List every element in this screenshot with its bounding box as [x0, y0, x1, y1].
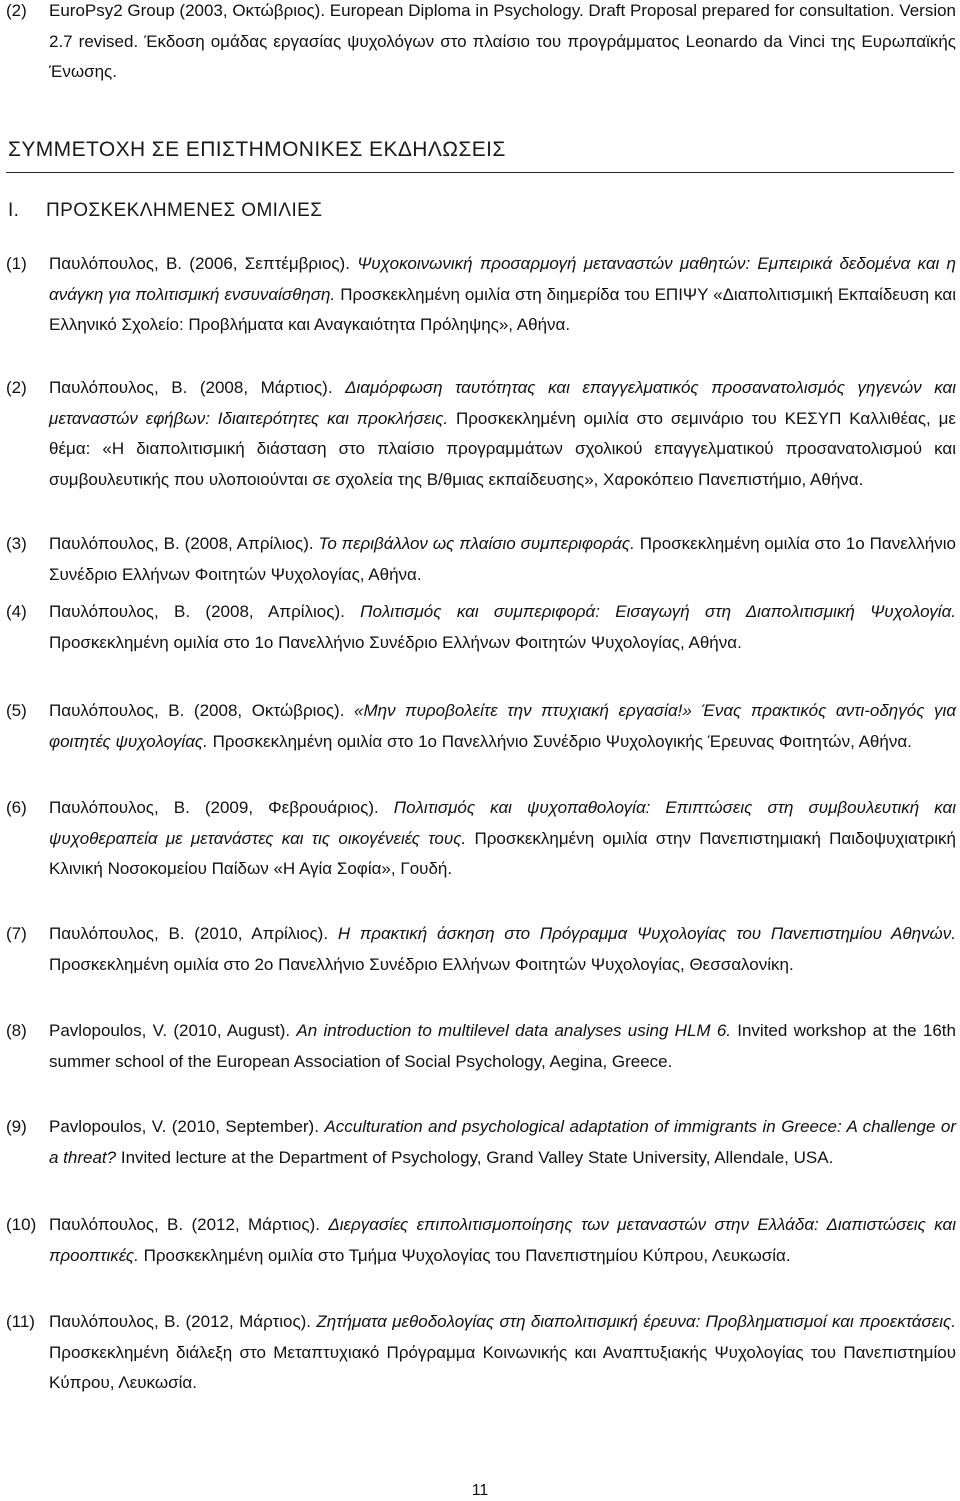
entry-number: (6)	[6, 798, 27, 817]
entry-author: Παυλόπουλος, Β. (2010, Απρίλιος).	[49, 924, 329, 943]
entry-title: Ψυχοκοινωνική προσαρμογή μεταναστών μαθητών: Εμπειρικά δεδομένα και η ανάγκη για πολιτισμική ενσυναίσθηση.	[49, 254, 956, 304]
entry-details: Προσκεκλημένη ομιλία στη διημερίδα του ΕΠΙΨΥ «Διαπολιτισμική Εκπαίδευση και Ελληνικό Σχολείο: Προβλήματα και Αναγκαιότητα Πρόληψης», Αθήνα.	[49, 284, 956, 334]
entry-text: EuroPsy2 Group (2003, Οκτώβριος). European Diploma in Psychology. Draft Proposal prepared for consultation. Version 2.7 revised. Έκδοση ομάδας εργασίας ψυχολόγων στο πλαίσιο του προγράμματος Leonardo da Vinci της Ευρωπαϊκής Ένωσης.	[49, 1, 956, 81]
talk-entry	[6, 696, 956, 757]
entry-author: Παυλόπουλος, Β. (2008, Απρίλιος).	[49, 602, 345, 621]
entry-title: Η πρακτική άσκηση στο Πρόγραμμα Ψυχολογίας του Πανεπιστημίου Αθηνών.	[337, 924, 957, 943]
entry-details: Προσκεκλημένη ομιλία στο σεμινάριο του ΚΕΣΥΠ Καλλιθέας, με θέμα: «Η διαπολιτισμική διάσταση στο πλαίσιο προγραμμάτων σχολικού επαγγελματικού προσανατολισμού και συμβουλευτικής που υλοποιούνται σε σχολεία της Β/θμιας εκπαίδευσης», Χαροκόπειο Πανεπιστήμιο, Αθήνα.	[49, 408, 956, 489]
entry-number: (10)	[6, 1215, 37, 1234]
talk-entry	[6, 373, 956, 495]
talk-entry	[6, 793, 956, 885]
entry-title: Acculturation and psychological adaptation of immigrants in Greece: A challenge or a threat?	[49, 1117, 956, 1167]
talk-entry	[6, 597, 956, 658]
talk-entry	[6, 1112, 956, 1173]
page-number: 11	[471, 1482, 489, 1499]
subsection-heading	[8, 200, 322, 222]
entry-author: Παυλόπουλος, Β. (2006, Σεπτέμβριος).	[49, 254, 350, 273]
entry-author: Παυλόπουλος, Β. (2012, Μάρτιος).	[49, 1312, 312, 1331]
entry-details: Invited lecture at the Department of Psychology, Grand Valley State University, Allendale, USA.	[120, 1147, 834, 1167]
talk-entry	[6, 919, 956, 980]
section-heading: ΣΥΜΜΕΤΟΧΗ ΣΕ ΕΠΙΣΤΗΜΟΝΙΚΕΣ ΕΚΔΗΛΩΣΕΙΣ	[8, 138, 506, 161]
entry-number: (11)	[6, 1312, 35, 1331]
talk-entry	[6, 1307, 956, 1399]
entry-title: Διεργασίες επιπολιτισμοποίησης των μεταναστών στην Ελλάδα: Διαπιστώσεις και προοπτικές.	[49, 1215, 956, 1265]
talk-entry	[6, 249, 956, 341]
entry-details: Προσκεκλημένη διάλεξη στο Μεταπτυχιακό Πρόγραμμα Κοινωνικής και Αναπτυξιακής Ψυχολογίας του Πανεπιστημίου Κύπρου, Λευκωσία.	[49, 1342, 956, 1392]
entry-title: An introduction to multilevel data analyses using HLM 6.	[296, 1021, 731, 1040]
entry-number: (5)	[6, 701, 27, 720]
entry-number: (3)	[6, 534, 27, 553]
subsection-title: ΠΡΟΣΚΕΚΛΗΜΕΝΕΣ ΟΜΙΛΙΕΣ	[46, 200, 323, 221]
entry-title: Ζητήματα μεθοδολογίας στη διαπολιτισμική έρευνα: Προβληματισμοί και προεκτάσεις.	[316, 1312, 956, 1331]
publication-entry	[6, 0, 956, 88]
talk-entry	[6, 1016, 956, 1077]
entry-details: Προσκεκλημένη ομιλία στην Πανεπιστημιακή Παιδοψυχιατρική Κλινική Νοσοκομείου Παίδων «Η Αγία Σοφία», Γουδή.	[49, 828, 956, 878]
entry-details: Προσκεκλημένη ομιλία στο Τμήμα Ψυχολογίας του Πανεπιστημίου Κύπρου, Λευκωσία.	[143, 1245, 791, 1265]
entry-author: Pavlopoulos, V. (2010, September).	[49, 1117, 319, 1136]
entry-details: Προσκεκλημένη ομιλία στο 2ο Πανελλήνιο Συνέδριο Ελλήνων Φοιτητών Ψυχολογίας, Θεσσαλονίκη.	[49, 954, 794, 974]
entry-title: Το περιβάλλον ως πλαίσιο συμπεριφοράς.	[318, 534, 635, 553]
entry-author: Παυλόπουλος, Β. (2008, Οκτώβριος).	[49, 701, 345, 720]
entry-author: Παυλόπουλος, Β. (2008, Μάρτιος).	[49, 378, 333, 397]
entry-number: (1)	[6, 254, 27, 273]
entry-title: Πολιτισμός και συμπεριφορά: Εισαγωγή στη Διαπολιτισμική Ψυχολογία.	[360, 602, 956, 621]
entry-title: Διαμόρφωση ταυτότητας και επαγγελματικός προσανατολισμός γηγενών και μεταναστών εφήβων: Ιδιαιτερότητες και προκλήσεις.	[49, 378, 956, 428]
entry-number: (4)	[6, 602, 27, 621]
section-divider	[6, 172, 954, 173]
entry-author: Pavlopoulos, V. (2010, August).	[49, 1021, 291, 1040]
talk-entry	[6, 529, 956, 590]
talk-entry	[6, 1210, 956, 1271]
entry-number: (8)	[6, 1021, 27, 1040]
entry-details: Προσκεκλημένη ομιλία στο 1ο Πανελλήνιο Συνέδριο Ψυχολογικής Έρευνας Φοιτητών, Αθήνα.	[212, 731, 912, 751]
entry-number: (2)	[6, 1, 27, 20]
entry-number: (7)	[6, 924, 27, 943]
entry-title: «Μην πυροβολείτε την πτυχιακή εργασία!» Ένας πρακτικός αντι-οδηγός για φοιτητές ψυχολογίας.	[49, 701, 957, 751]
entry-number: (9)	[6, 1117, 27, 1136]
entry-details: Invited workshop at the 16th summer school of the European Association of Social Psychology, Aegina, Greece.	[49, 1021, 956, 1071]
entry-number: (2)	[6, 378, 27, 397]
entry-details: Προσκεκλημένη ομιλία στο 1ο Πανελλήνιο Συνέδριο Ελλήνων Φοιτητών Ψυχολογίας, Αθήνα.	[49, 632, 742, 652]
entry-author: Παυλόπουλος, Β. (2012, Μάρτιος).	[49, 1215, 320, 1234]
entry-author: Παυλόπουλος, Β. (2008, Απρίλιος).	[49, 534, 314, 553]
subsection-roman-numeral: Ι.	[8, 200, 20, 221]
entry-author: Παυλόπουλος, Β. (2009, Φεβρουάριος).	[49, 798, 379, 817]
entry-details: Προσκεκλημένη ομιλία στο 1ο Πανελλήνιο Συνέδριο Ελλήνων Φοιτητών Ψυχολογίας, Αθήνα.	[49, 534, 956, 584]
entry-title: Πολιτισμός και ψυχοπαθολογία: Επιπτώσεις στη συμβουλευτική και ψυχοθεραπεία με μετανάστες και τις οικογένειές τους.	[49, 798, 957, 848]
